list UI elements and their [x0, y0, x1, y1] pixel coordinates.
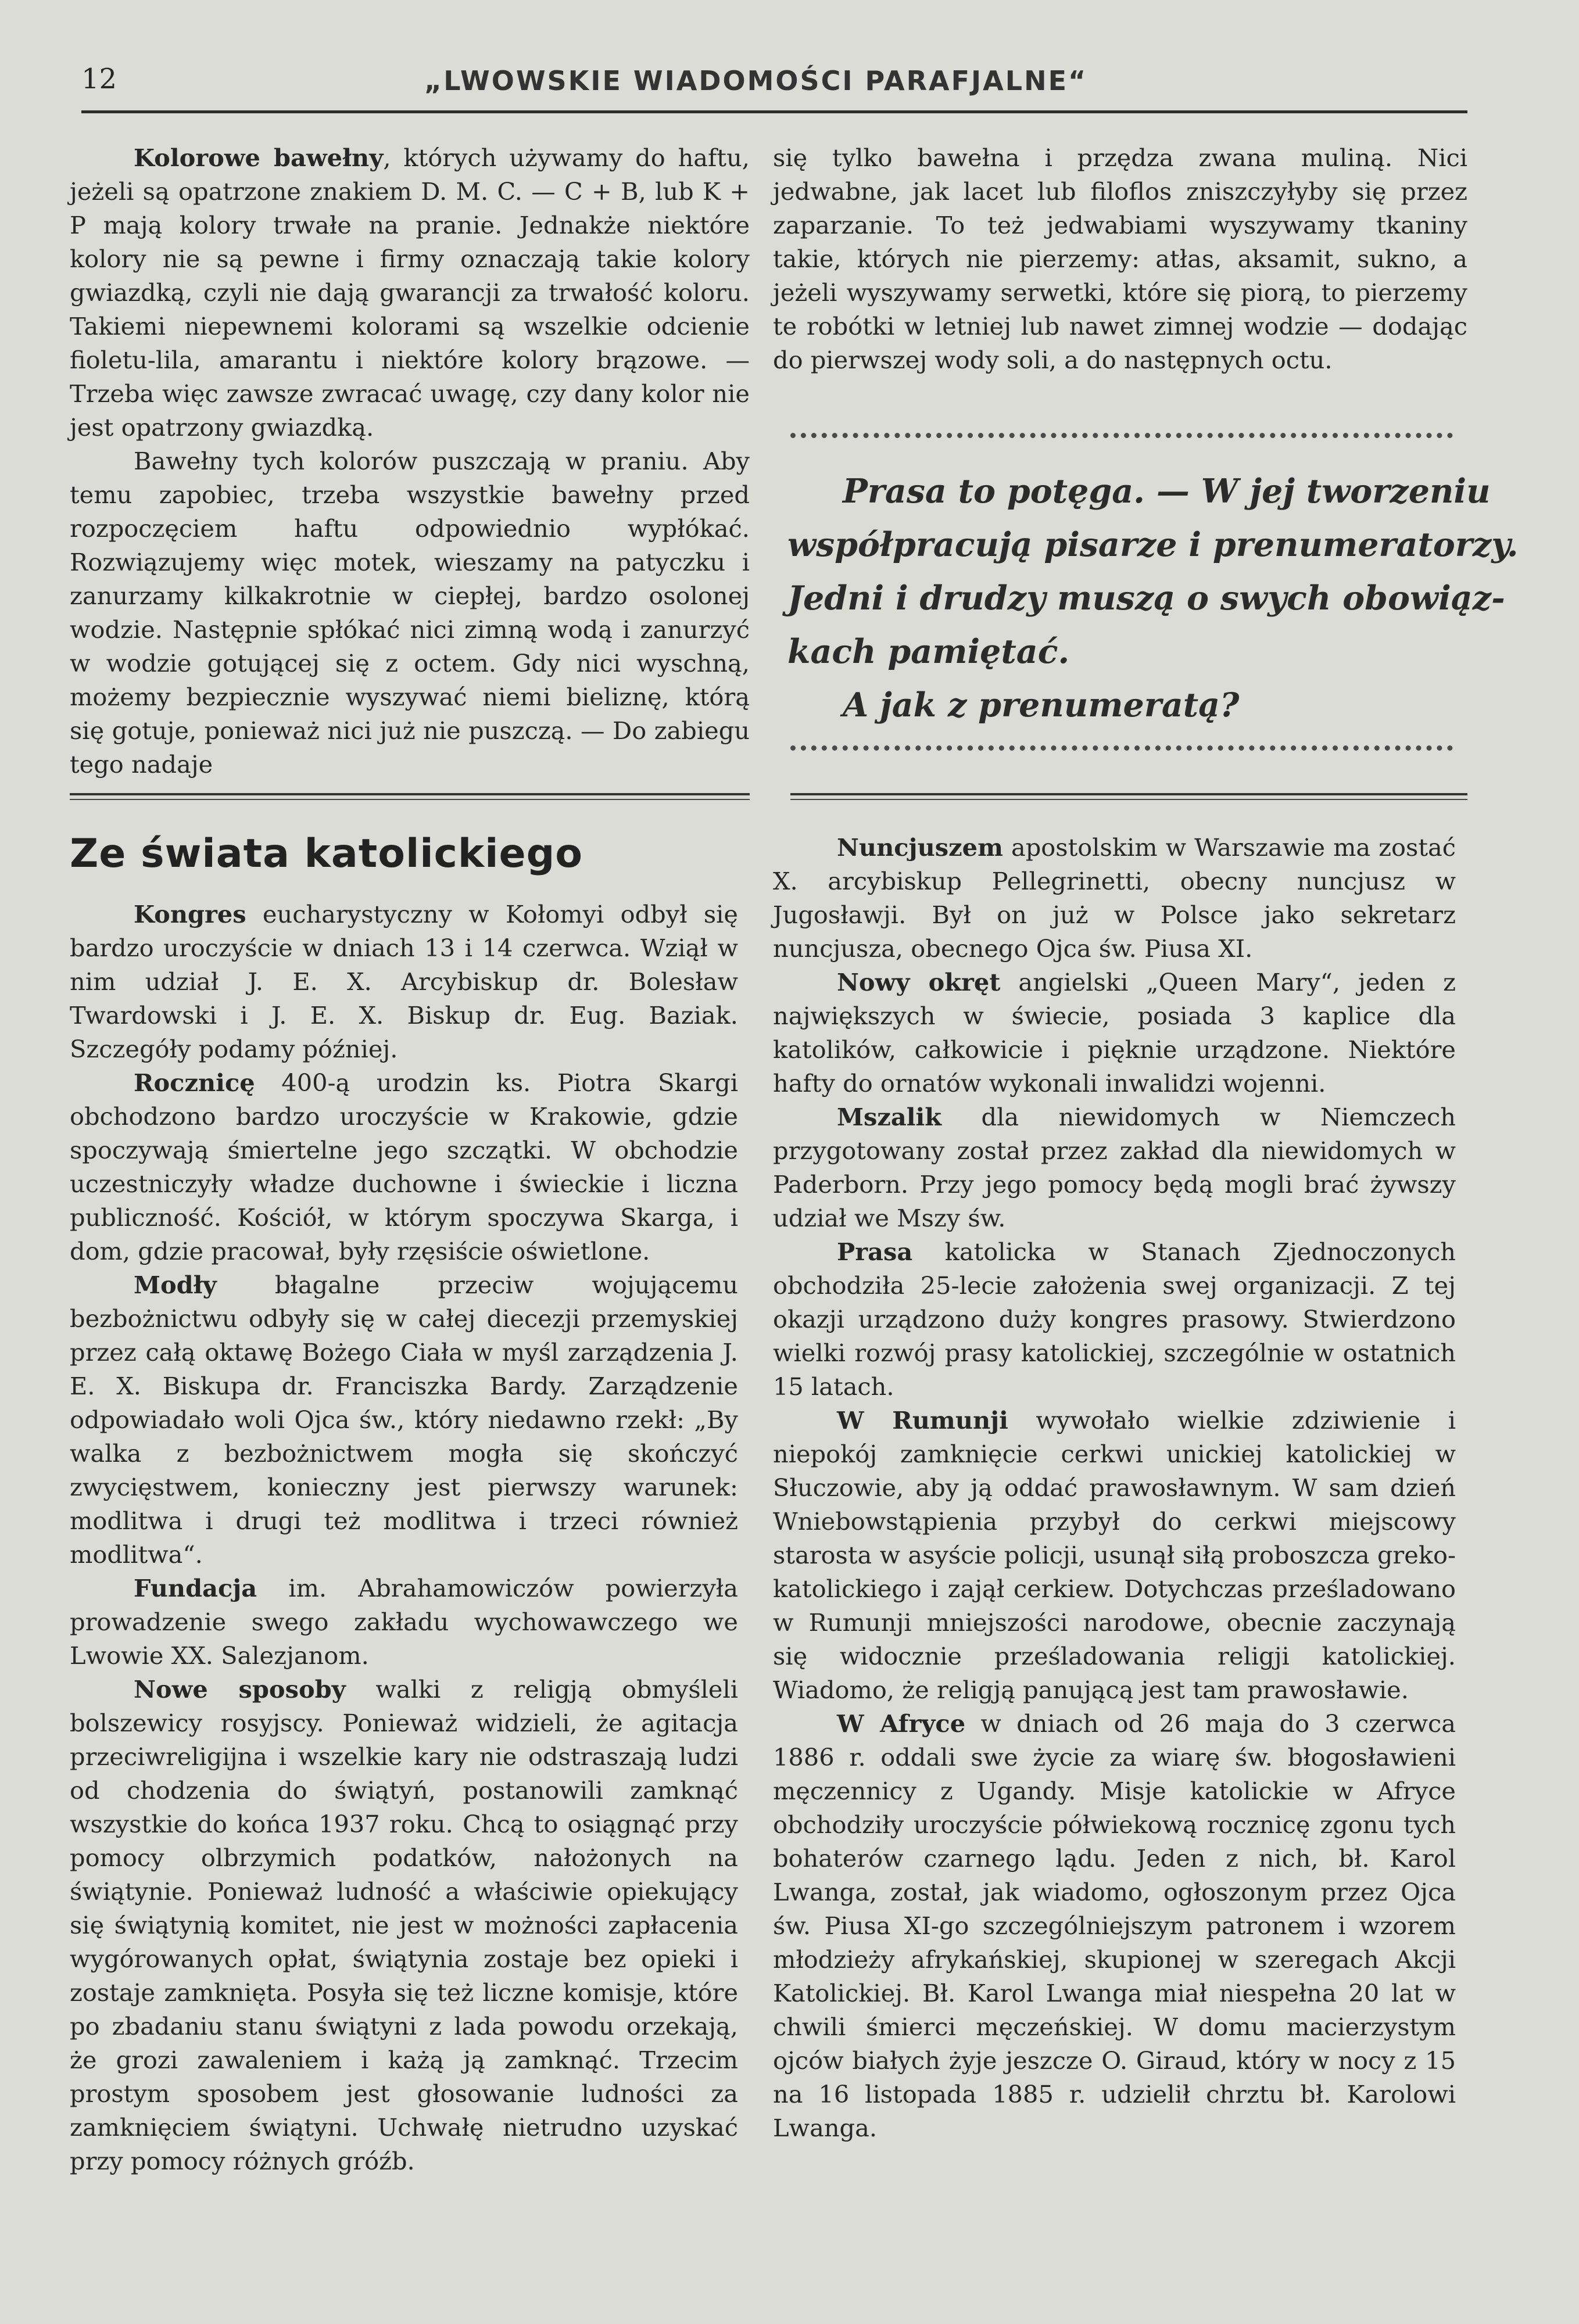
news-column-left	[70, 898, 738, 2178]
subscription-notice	[787, 465, 1519, 732]
running-title: „LWOWSKIE WIADOMOŚCI PARAFJALNE“	[424, 65, 1088, 96]
notice-line: Jedni i drudzy muszą o swych obowiąz-	[787, 579, 1505, 618]
section-title: Ze świata katolickiego	[70, 831, 583, 877]
news-item: Mszalik dla niewidomych w Niemczech przygotowany został przez zakład dla niewidomych w Paderborn. Przy jego pomocy będą mogli brać żywszy udział we Mszy św.	[773, 1103, 1456, 1232]
news-item: Kongres eucharystyczny w Kołomyi odbył się bardzo uroczyście w dniach 13 i 14 czerwca. Wziął w nim udział J. E. X. Arcybiskup dr. Bolesław Twardowski i J. E. X. Biskup dr. Eug. Baziak. Szczegóły podamy później.	[70, 900, 738, 1063]
embroidery-article-right	[773, 141, 1467, 377]
news-item: Nowy okręt angielski „Queen Mary“, jeden z największych w świecie, posiada 3 kaplice dla katolików, całkowicie i pięknie urządzone. Niektóre hafty do ornatów wykonali inwalidzi wojenni.	[773, 968, 1456, 1098]
news-column-right	[773, 831, 1456, 2145]
section-rule-right	[790, 793, 1467, 795]
paragraph: Kolorowe bawełny, których używamy do haftu, jeżeli są opatrzone znakiem D. M. C. — C + B, lub K + P mają kolory trwałe na pranie. Jednakże niektóre kolory nie są pewne i firmy oznaczają takie kolory gwiazdką, czyli nie dają gwarancji za trwałość koloru. Takiemi niepewnemi kolorami są wszelkie odcienie fioletu-lila, amarantu i niektóre kolory brązowe. — Trzeba więc zawsze zwracać uwagę, czy dany kolor nie jest opatrzony gwiazdką.	[70, 144, 750, 442]
news-item: W Afryce w dniach od 26 maja do 3 czerwca 1886 r. oddali swe życie za wiarę św. błogosławieni męczennicy z Ugandy. Misje katolickie w Afryce obchodziły uroczyście półwiekową rocznicę zgonu tych bohaterów czarnego lądu. Jeden z nich, bł. Karol Lwanga, został, jak wiadomo, ogłoszonym przez Ojca św. Piusa XI-go szczególniejszym patronem i wzorem młodzieży afrykańskiej, skupionej w szeregach Akcji Katolickiej. Bł. Karol Lwanga miał niespełna 20 lat w chwili śmierci męczeńskiej. W domu macierzystym ojców białych żyje jeszcze O. Giraud, który w nocy z 15 na 16 listopada 1885 r. udzielił chrztu bł. Karolowi Lwanga.	[773, 1709, 1456, 2142]
ornamental-border-bottom	[790, 745, 1453, 751]
notice-line: A jak z prenumeratą?	[843, 686, 1240, 725]
news-item: Fundacja im. Abrahamowiczów powierzyła prowadzenie swego zakładu wychowawczego we Lwowie XX. Salezjanom.	[70, 1574, 738, 1670]
ornamental-border-top	[790, 433, 1453, 438]
news-item: Modły błagalne przeciw wojującemu bezbożnictwu odbyły się w całej diecezji przemyskiej przez całą oktawę Bożego Ciała w myśl zarządzenia J. E. X. Biskupa dr. Franciszka Bardy. Zarządzenie odpowiadało woli Ojca św., który niedawno rzekł: „By walka z bezbożnictwem mogła się skończyć zwycięstwem, konieczny jest pierwszy warunek: modlitwa i drugi też modlitwa i trzeci również modlitwa“.	[70, 1271, 738, 1569]
lead-term: Kolorowe bawełny	[134, 144, 384, 172]
news-item: W Rumunji wywołało wielkie zdziwienie i niepokój zamknięcie cerkwi unickiej katolickiej w Słuczowie, aby ją oddać prawosławnym. W sam dzień Wniebowstąpienia przybył do cerkwi miejscowy starosta w asyście policji, usunął siłą proboszcza greko-katolickiego i zajął cerkiew. Dotychczas prześladowano w Rumunji mniejszości narodowe, obecnie zaczynają się widocznie prześladowania religji katolickiej. Wiadomo, że religją panującą jest tam prawosławie.	[773, 1406, 1456, 1704]
embroidery-article-left	[70, 141, 750, 781]
news-item: Nuncjuszem apostolskim w Warszawie ma zostać X. arcybiskup Pellegrinetti, obecny nuncjusz w Jugosławji. Był on już w Polsce jako sekretarz nuncjusza, obecnego Ojca św. Piusa XI.	[773, 833, 1456, 963]
notice-line: kach pamiętać.	[787, 632, 1070, 671]
news-item: Prasa katolicka w Stanach Zjednoczonych obchodziła 25-lecie założenia swej organizacji. Z tej okazji urządzono duży kongres prasowy. Stwierdzono wielki rozwój prasy katolickiej, szczególnie w ostatnich 15 latach.	[773, 1238, 1456, 1401]
section-rule-left	[70, 793, 750, 795]
paragraph: się tylko bawełna i przędza zwana muliną. Nici jedwabne, jak lacet lub filoflos zniszczyłyby się przez zaparzanie. To też jedwabiami wyszywamy tkaniny takie, których nie pierzemy: atłas, aksamit, sukno, a jeżeli wyszywamy serwetki, które się piorą, to pierzemy te robótki w letniej lub nawet zimnej wodzie — dodając do pierwszej wody soli, a do następnych octu.	[773, 144, 1467, 374]
news-item: Nowe sposoby walki z religją obmyśleli bolszewicy rosyjscy. Ponieważ widzieli, że agitacja przeciwreligijna i wszelkie kary nie odstraszają ludzi od chodzenia do świątyń, postanowili zamknąć wszystkie do końca 1937 roku. Chcą to osiągnąć przy pomocy olbrzymich podatków, nałożonych na świątynie. Ponieważ ludność a właściwie opiekujący się świątynią komitet, nie jest w możności zapłacenia wygórowanych opłat, świątynia zostaje bez opieki i zostaje zamknięta. Posyła się też liczne komisje, które po zbadaniu stanu świątyni z lada powodu orzekają, że grozi zawaleniem i każą ją zamknąć. Trzecim prostym sposobem jest głosowanie ludności za zamknięciem świątyni. Uchwałę nietrudno uzyskać przy pomocy różnych gróźb.	[70, 1675, 738, 2175]
notice-line: współpracują pisarze i prenumeratorzy.	[787, 525, 1519, 564]
page-number: 12	[81, 63, 117, 95]
header-rule	[81, 110, 1467, 113]
news-item: Rocznicę 400-ą urodzin ks. Piotra Skargi obchodzono bardzo uroczyście w Krakowie, gdzie spoczywają śmiertelne jego szczątki. W obchodzie uczestniczyły władze duchowne i świeckie i liczna publiczność. Kościół, w którym spoczywa Skarga, i dom, gdzie pracował, były rzęsiście oświetlone.	[70, 1068, 738, 1265]
notice-line: Prasa to potęga. — W jej tworzeniu	[843, 472, 1491, 511]
paragraph: Bawełny tych kolorów puszczają w praniu. Aby temu zapobiec, trzeba wszystkie bawełny przed rozpoczęciem haftu odpowiednio wypłókać. Rozwiązujemy więc motek, wieszamy na patyczku i zanurzamy kilkakrotnie w ciepłej, bardzo osolonej wodzie. Następnie spłókać nici zimną wodą i zanurzyć w wodzie gotującej się z octem. Gdy nici wyschną, możemy bezpiecznie wyszywać niemi bieliznę, którą się gotuje, ponieważ nici już nie puszczą. — Do zabiegu tego nadaje	[70, 447, 750, 779]
